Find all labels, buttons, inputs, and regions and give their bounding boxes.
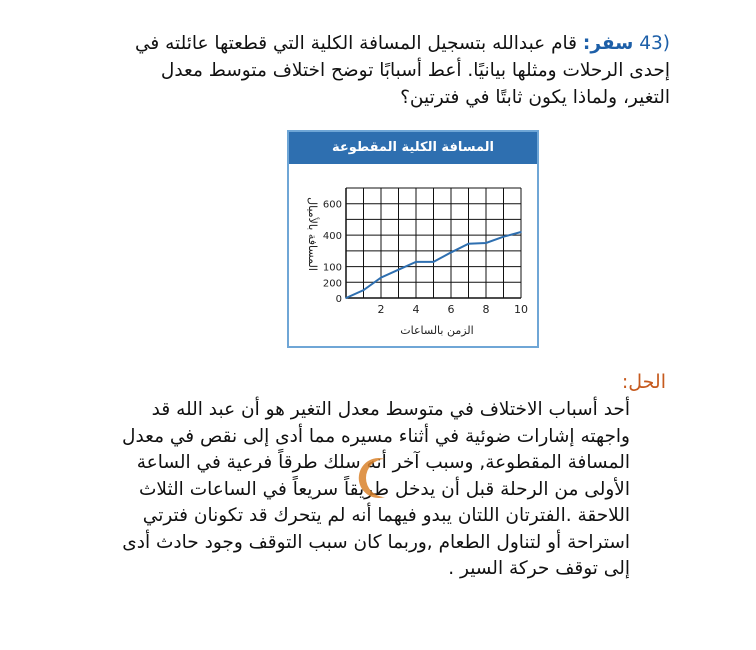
problem-number: (43 [639,33,670,54]
crescent-logo-icon [355,455,397,501]
data-point [485,242,487,244]
data-point [415,261,417,263]
data-point [503,236,505,238]
data-point [380,277,382,279]
problem-text: قام عبدالله بتسجيل المسافة الكلية التي قطعتها عائلته في إحدى الرحلات ومثلها بيانيًا. أعط أسبابًا توضح اختلاف متوسط معدل التغير، ولماذا يكون ثابتًا في فترتين؟ [134,33,670,108]
y-tick-label: 0 [335,294,342,305]
x-tick-label: 6 [447,303,455,316]
chart-grid [346,188,521,298]
data-point [468,243,470,245]
y-tick-label: 400 [322,231,342,243]
x-axis-label: الزمن بالساعات [400,324,474,337]
y-tick-label: 200 [322,278,342,290]
x-tick-label: 4 [412,303,420,316]
solution-heading: الحل: [621,371,666,393]
solution-text: أحد أسباب الاختلاف في متوسط معدل التغير هو أن عبد الله قد واجهته إشارات ضوئية في أثناء مسيره مما أدى إلى نقص في معدل المسافة المقطوعة, وسبب آخر أنه سلك طرقاً فرعية في الساعة الأولى من الرحلة قبل أن يدخل طريقاً سريعاً في الساعات الثلاث اللاحقة .الفترتان اللتان يبدو فيهما أنه لم يتحرك قد تكونان فترتي استراحة أو لتناول الطعام ,وربما كان سبب التوقف وجود حادث أدى إلى توقف حركة السير . [122,399,630,579]
problem-keyword: سفر: [582,33,634,54]
data-point [520,231,522,233]
x-tick-label: 8 [482,303,490,316]
chart-title: المسافة الكلية المقطوعة [289,132,537,164]
data-point [433,261,435,263]
distance-chart [287,130,539,348]
problem-statement [110,30,670,111]
x-tick-label: 10 [514,303,528,316]
data-point [450,252,452,254]
data-point [363,289,365,291]
x-tick-label: 2 [377,303,385,316]
data-point [345,297,347,299]
chart-plot [289,164,537,346]
y-tick-label: 100 [322,262,342,274]
data-point [398,269,400,271]
y-axis-label: المسافة بالأميال [306,197,319,271]
y-tick-label: 600 [322,199,342,211]
